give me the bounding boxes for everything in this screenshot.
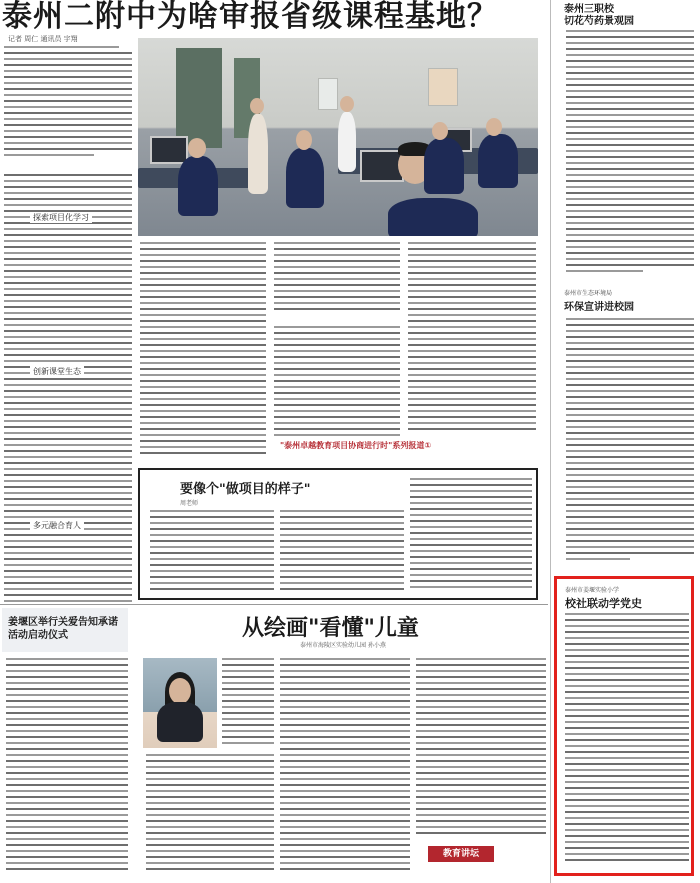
feature-col-2 [280, 658, 410, 874]
feature-col-1a [222, 658, 274, 750]
right-title-mid: 环保宣讲进校园 [564, 302, 634, 313]
highlight-text [565, 613, 689, 871]
highlight-kicker: 泰州市姜堰实验小学 [565, 587, 620, 594]
main-article-col-3 [274, 242, 400, 438]
subhead-1: 探索项目化学习 [30, 212, 92, 223]
author-portrait [143, 658, 217, 748]
left-brief-text [6, 658, 128, 876]
right-text-1 [566, 30, 694, 280]
feature-col-3 [416, 658, 546, 840]
commentary-title: 要像个"做项目的样子" [180, 482, 311, 497]
series-banner: "泰州卓越教育项目协商进行时"系列报道① [280, 440, 532, 454]
right-title-top-2: 切花芍药景观园 [564, 16, 634, 27]
feature-subtitle: 泰州市海陵区实验幼儿园 孙小燕 [300, 642, 386, 649]
right-kicker-mid: 泰州市生态环境局 [564, 290, 613, 297]
left-brief-header [2, 608, 128, 652]
main-article-left-column [4, 46, 132, 602]
main-byline: 记者 周仁 通讯员 宇翔 [8, 35, 78, 43]
commentary-author: 周老师 [180, 500, 199, 507]
main-headline: 泰州二附中为啥审报省级课程基地？ [2, 0, 498, 34]
commentary-text-1 [150, 510, 274, 594]
right-text-2 [566, 318, 694, 568]
column-tag: 教育讲坛 [428, 846, 494, 862]
commentary-text-2 [280, 510, 404, 594]
classroom-photo [138, 38, 538, 236]
subhead-3: 多元融合育人 [30, 520, 84, 531]
feature-col-1 [146, 754, 274, 874]
left-brief-title: 姜堰区举行关爱告知承诺活动启动仪式 [8, 617, 118, 641]
section-divider [0, 604, 548, 605]
main-article-col-2 [140, 242, 266, 458]
column-divider [550, 0, 551, 883]
feature-title: 从绘画"看懂"儿童 [242, 616, 419, 641]
main-article-col-4 [408, 242, 536, 438]
subhead-2: 创新课堂生态 [30, 366, 84, 377]
commentary-box [138, 468, 538, 600]
highlight-title: 校社联动学党史 [565, 597, 642, 610]
right-title-top-1: 泰州三职校 [564, 4, 614, 15]
highlighted-article[interactable] [554, 576, 694, 876]
commentary-text-3 [410, 478, 532, 594]
